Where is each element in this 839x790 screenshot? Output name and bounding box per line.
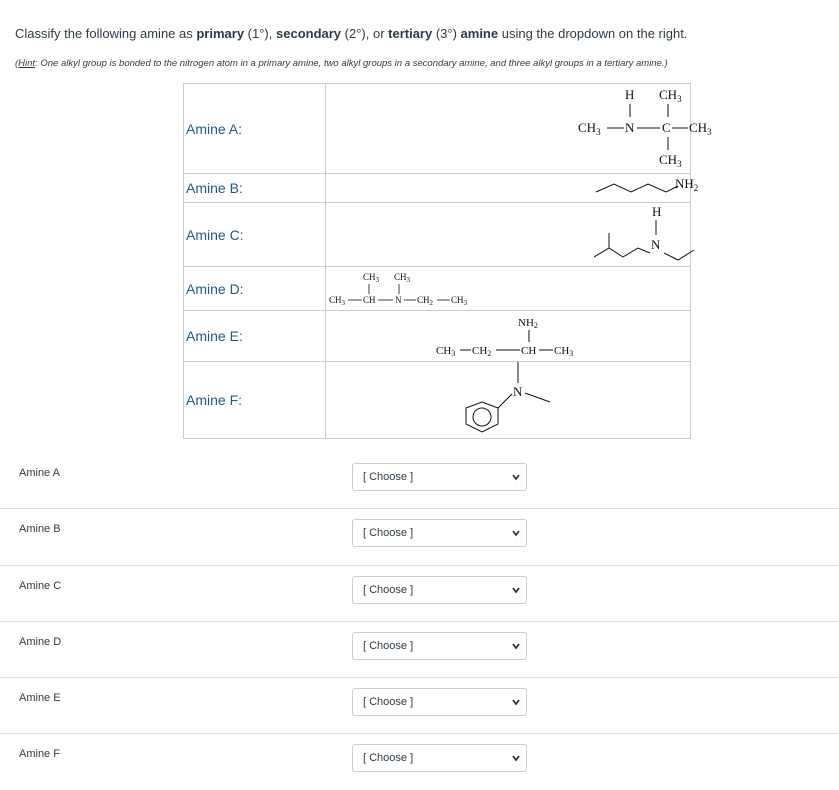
answer-row	[0, 453, 839, 509]
question-primary-sym: (1°),	[244, 26, 276, 41]
amine-e-dropdown[interactable]	[352, 688, 527, 716]
e-ch: CH	[521, 345, 537, 357]
dropdown-value: [ Choose ]	[363, 583, 414, 596]
d-n: N	[395, 295, 402, 305]
answer-list	[0, 453, 839, 790]
amine-c-dropdown[interactable]	[352, 576, 527, 604]
amine-a-svg	[326, 84, 712, 173]
amine-structure-table	[183, 83, 712, 439]
amine-c-svg	[326, 203, 690, 266]
question-primary: primary	[196, 26, 245, 41]
answer-row	[0, 734, 839, 789]
amine-row-e	[184, 311, 691, 362]
answer-label: Amine E	[19, 692, 61, 705]
question-secondary: secondary	[276, 26, 342, 41]
d-right: $CH_3$	[451, 295, 468, 307]
amine-a-structure	[326, 84, 712, 174]
chevron-down-icon	[510, 695, 522, 709]
dropdown-value: [ Choose ]	[363, 752, 414, 765]
d-ch3a: $CH_3$	[363, 272, 380, 284]
amine-row-a	[184, 84, 691, 174]
answer-row	[0, 678, 839, 734]
answer-row	[0, 509, 839, 565]
amine-b-svg	[326, 174, 699, 202]
e-nh2: NH2	[518, 317, 538, 330]
question-secondary-sym: (2°), or	[341, 26, 389, 41]
question-amine: amine	[460, 26, 499, 41]
dropdown-value: [ Choose ]	[363, 471, 414, 483]
amine-f-dropdown[interactable]	[352, 744, 527, 772]
amine-f-svg	[326, 362, 690, 438]
chevron-down-icon	[510, 526, 522, 540]
answer-label: Amine B	[19, 523, 61, 536]
chevron-down-icon	[510, 751, 522, 765]
amine-label: Amine C:	[184, 203, 326, 267]
dropdown-value: [ Choose ]	[363, 527, 414, 540]
c-n: N	[651, 237, 661, 252]
amine-label: Amine A:	[184, 84, 326, 174]
amine-d-dropdown[interactable]	[352, 632, 527, 660]
amine-d-svg	[326, 267, 690, 310]
a-left: $CH_3$	[578, 120, 601, 137]
answer-label: Amine A	[19, 467, 60, 479]
d-left: $CH_3$	[329, 295, 346, 307]
amine-label: Amine E:	[184, 311, 326, 362]
e-right: CH3	[554, 345, 574, 358]
question-post: using the dropdown on the right.	[498, 26, 688, 41]
answer-row	[0, 622, 839, 678]
dropdown-value: [ Choose ]	[363, 696, 414, 709]
amine-a-dropdown[interactable]	[352, 463, 527, 491]
answer-label: Amine C	[19, 579, 62, 592]
amine-f-structure	[326, 362, 691, 439]
a-h: H	[625, 87, 635, 102]
c-h: H	[652, 204, 662, 219]
d-ch: CH	[363, 295, 376, 305]
question-text	[15, 26, 687, 41]
question-tertiary: tertiary	[388, 26, 433, 41]
chevron-down-icon	[510, 470, 522, 484]
question-pre: Classify the following amine as	[15, 26, 197, 41]
hint-text	[15, 58, 668, 69]
a-ch3-top: $CH_3$	[659, 87, 682, 104]
amine-row-b	[184, 174, 691, 203]
a-ch3-bottom: $CH_3$	[659, 152, 682, 169]
d-ch2: $CH_2$	[417, 295, 434, 307]
answer-row	[0, 566, 839, 622]
chevron-down-icon	[510, 583, 522, 597]
amine-row-c	[184, 203, 691, 267]
amine-c-structure	[326, 203, 691, 267]
b-nh2: $NH_2$	[675, 176, 699, 193]
amine-d-structure	[326, 267, 691, 311]
amine-label: Amine F:	[184, 362, 326, 439]
amine-label: Amine D:	[184, 267, 326, 311]
hint-open: (	[15, 58, 19, 69]
amine-b-dropdown[interactable]	[352, 519, 527, 547]
a-c: C	[662, 120, 671, 135]
amine-e-svg	[326, 311, 690, 361]
answer-label: Amine F	[19, 748, 60, 761]
e-left: CH3	[436, 345, 456, 358]
chevron-down-icon	[510, 639, 522, 653]
f-n: N	[513, 384, 523, 399]
amine-row-f	[184, 362, 691, 439]
question-tertiary-sym: (3°)	[432, 26, 461, 41]
e-ch2: CH2	[472, 345, 492, 358]
a-right: $CH_3$	[689, 120, 712, 137]
amine-b-structure	[326, 174, 699, 203]
amine-row-d	[184, 267, 691, 311]
dropdown-value: [ Choose ]	[363, 639, 414, 652]
answer-label: Amine D	[19, 635, 62, 648]
amine-label: Amine B:	[184, 174, 326, 203]
hint-label: Hint	[18, 58, 36, 69]
amine-e-structure	[326, 311, 691, 362]
d-ch3b: $CH_3$	[394, 272, 411, 284]
a-n: N	[625, 120, 635, 135]
hint-body: : One alkyl group is bonded to the nitrogen atom in a primary amine, two alkyl groups in a secondary amine, and three alkyl groups in a tertiary amine.)	[35, 58, 668, 69]
